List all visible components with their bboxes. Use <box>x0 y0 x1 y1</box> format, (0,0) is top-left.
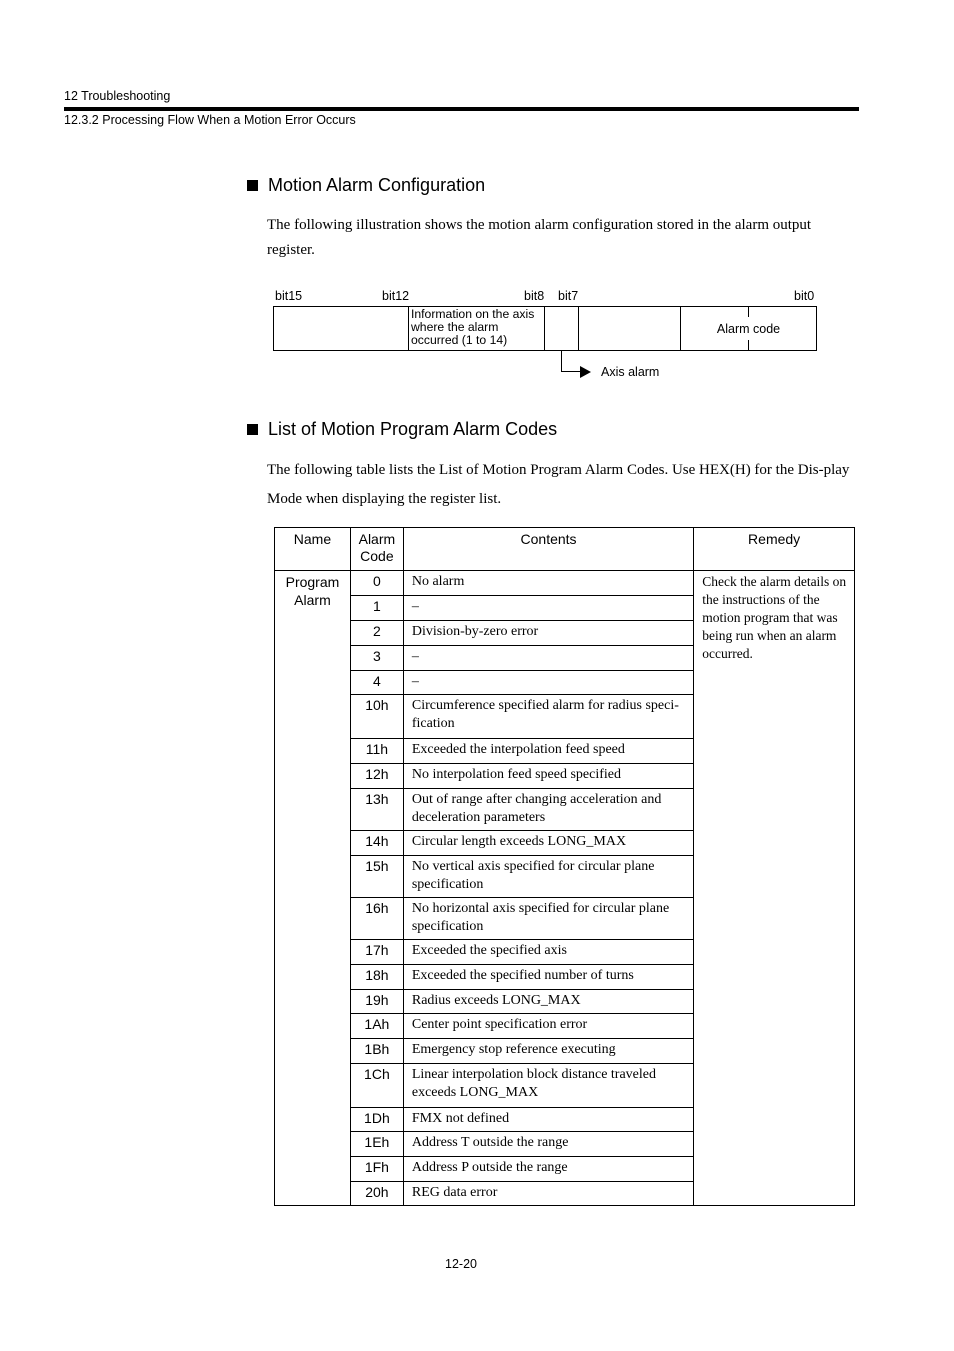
contents-cell: – <box>403 646 693 671</box>
column-header-line: Alarm <box>358 531 396 547</box>
square-bullet-icon <box>247 180 258 191</box>
section-title-text: List of Motion Program Alarm Codes <box>268 419 558 439</box>
alarm-code-cell: 13h <box>350 788 403 830</box>
contents-cell: No horizontal axis specified for circular plane specification <box>403 897 693 939</box>
name-line: Alarm <box>294 592 331 608</box>
alarm-code-cell: 3 <box>350 646 403 671</box>
alarm-code-cell: 1Fh <box>350 1156 403 1181</box>
alarm-code-cell: 1 <box>350 596 403 621</box>
contents-cell: FMX not defined <box>403 1107 693 1131</box>
contents-cell: Exceeded the interpolation feed speed <box>403 738 693 763</box>
bit-label: bit0 <box>794 289 815 303</box>
alarm-code-cell: 14h <box>350 830 403 855</box>
page-number: 12-20 <box>445 1257 477 1271</box>
contents-cell: Division-by-zero error <box>403 621 693 646</box>
contents-cell: Circular length exceeds LONG_MAX <box>403 830 693 855</box>
alarm-code-cell: 1Ah <box>350 1014 403 1039</box>
contents-cell: Exceeded the specified axis <box>403 940 693 965</box>
alarm-code-cell: 15h <box>350 855 403 897</box>
alarm-code-cell: 2 <box>350 621 403 646</box>
contents-cell: Address P outside the range <box>403 1156 693 1181</box>
alarm-code-table <box>274 527 855 1206</box>
section-title-alarm-codes <box>247 419 557 440</box>
alarm-register-diagram <box>273 306 817 351</box>
contents-cell: Emergency stop reference executing <box>403 1039 693 1064</box>
axis-alarm-label: Axis alarm <box>601 365 660 379</box>
contents-cell: Circumference specified alarm for radius speci-fication <box>403 695 693 738</box>
alarm-code-cell: 17h <box>350 940 403 965</box>
alarm-code-label: Alarm code <box>716 322 781 336</box>
contents-cell: Address T outside the range <box>403 1131 693 1156</box>
alarm-code-cell: 12h <box>350 763 403 788</box>
contents-cell: Radius exceeds LONG_MAX <box>403 990 693 1014</box>
column-header-line: Code <box>360 548 394 564</box>
table-row <box>275 571 855 596</box>
alarm-code-cell: 19h <box>350 990 403 1014</box>
bit-label: bit15 <box>275 289 303 303</box>
contents-cell: Center point specification error <box>403 1014 693 1039</box>
bit-label: bit7 <box>558 289 579 303</box>
alarm-code-cell: 11h <box>350 738 403 763</box>
bit-divider <box>408 307 409 350</box>
alarm-code-cell: 1Ch <box>350 1064 403 1107</box>
section-title-alarm-configuration <box>247 175 485 196</box>
contents-cell: Linear interpolation block distance traveled exceeds LONG_MAX <box>403 1064 693 1107</box>
header-rule <box>64 107 859 111</box>
square-bullet-icon <box>247 424 258 435</box>
alarm-code-cell: 16h <box>350 897 403 939</box>
bit-label: bit8 <box>524 289 545 303</box>
table-body <box>275 571 855 1206</box>
alarm-code-cell: 1Bh <box>350 1039 403 1064</box>
bit-tick <box>748 307 749 317</box>
column-header-alarm-code <box>350 528 403 571</box>
running-header-chapter: 12 Troubleshooting <box>64 89 171 103</box>
column-header-contents: Contents <box>403 528 693 571</box>
name-cell <box>275 571 351 1206</box>
contents-cell: No vertical axis specified for circular plane specification <box>403 855 693 897</box>
alarm-code-cell: 20h <box>350 1181 403 1205</box>
table-header-row <box>275 528 855 571</box>
contents-cell: No interpolation feed speed specified <box>403 763 693 788</box>
contents-cell: REG data error <box>403 1181 693 1205</box>
axis-alarm-arrow-line <box>561 371 581 372</box>
alarm-code-cell: 10h <box>350 695 403 738</box>
running-header-section: 12.3.2 Processing Flow When a Motion Error Occurs <box>64 113 356 127</box>
name-line: Program <box>285 574 340 590</box>
alarm-code-cell: 18h <box>350 965 403 990</box>
axis-info-label: Information on the axis where the alarm occurred (1 to 14) <box>411 307 535 347</box>
column-header-remedy: Remedy <box>694 528 855 571</box>
bit-label: bit12 <box>382 289 410 303</box>
contents-cell: Out of range after changing acceleration and deceleration parameters <box>403 788 693 830</box>
contents-cell: – <box>403 671 693 695</box>
section-paragraph: The following table lists the List of Motion Program Alarm Codes. Use HEX(H) for the Dis-play Mode when displaying the register list. <box>267 462 850 507</box>
contents-cell: – <box>403 596 693 621</box>
axis-alarm-arrow-line <box>561 350 562 372</box>
alarm-code-cell: 4 <box>350 671 403 695</box>
remedy-cell: Check the alarm details on the instructions of the motion program that was being run when an alarm occurred. <box>694 571 855 1206</box>
bit-divider <box>578 307 579 350</box>
section-title-text: Motion Alarm Configuration <box>268 175 486 195</box>
alarm-code-cell: 1Dh <box>350 1107 403 1131</box>
contents-cell: Exceeded the specified number of turns <box>403 965 693 990</box>
bit-tick <box>748 340 749 350</box>
contents-cell: No alarm <box>403 571 693 596</box>
column-header-name: Name <box>275 528 351 571</box>
arrow-right-icon <box>580 366 591 378</box>
alarm-code-cell: 0 <box>350 571 403 596</box>
section-paragraph: The following illustration shows the motion alarm configuration stored in the alarm output register. <box>267 217 812 258</box>
alarm-code-cell: 1Eh <box>350 1131 403 1156</box>
